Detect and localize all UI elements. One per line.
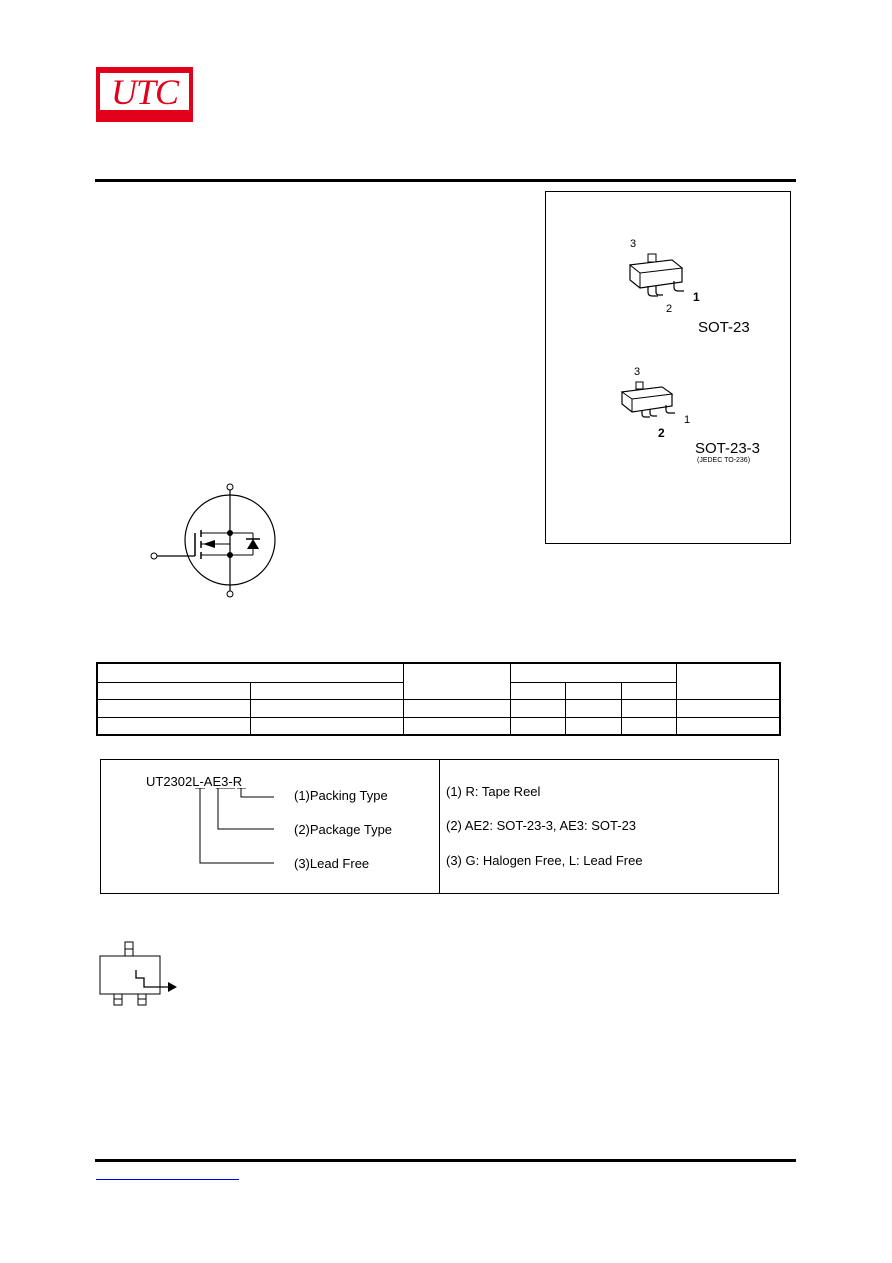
- table-row: [97, 699, 780, 717]
- field-desc-package: (2) AE2: SOT-23-3, AE3: SOT-23: [446, 818, 637, 833]
- utc-logo: [96, 67, 193, 122]
- sot23-3-pin1-label: 1: [684, 414, 691, 426]
- table-row: [97, 663, 780, 682]
- marking-diagram-icon: [96, 940, 186, 1010]
- mosfet-symbol-icon: [145, 478, 285, 602]
- sot23-pin1-label: 1: [693, 290, 700, 304]
- sot23-3-note: (JEDEC TO-236): [697, 457, 751, 464]
- ordering-table: [96, 662, 781, 736]
- field-label-packing: (1)Packing Type: [294, 788, 388, 803]
- part-number-leader-lines: [190, 788, 300, 868]
- table-row: [97, 717, 780, 735]
- logo-text: UTC: [110, 72, 179, 112]
- sot23-name: SOT-23: [698, 319, 750, 336]
- sot23-pin2-label: 2: [666, 303, 673, 315]
- sot23-3-package-icon: [610, 370, 710, 430]
- field-desc-packing: (1) R: Tape Reel: [446, 784, 541, 799]
- footer-rule: [95, 1159, 796, 1162]
- sot23-pin3-label: 3: [630, 238, 637, 250]
- part-number-divider: [439, 759, 440, 894]
- part-number-code: UT2302L-AE3-R: [146, 774, 243, 789]
- field-label-package: (2)Package Type: [294, 822, 393, 837]
- sot23-3-pin2-label: 2: [658, 426, 665, 440]
- field-label-leadfree: (3)Lead Free: [294, 856, 370, 871]
- header-rule: [95, 179, 796, 182]
- sot23-3-pin3-label: 3: [634, 366, 641, 378]
- footer-website-link[interactable]: [96, 1167, 239, 1180]
- sot23-3-name: SOT-23-3: [695, 440, 761, 457]
- field-desc-leadfree: (3) G: Halogen Free, L: Lead Free: [446, 853, 643, 868]
